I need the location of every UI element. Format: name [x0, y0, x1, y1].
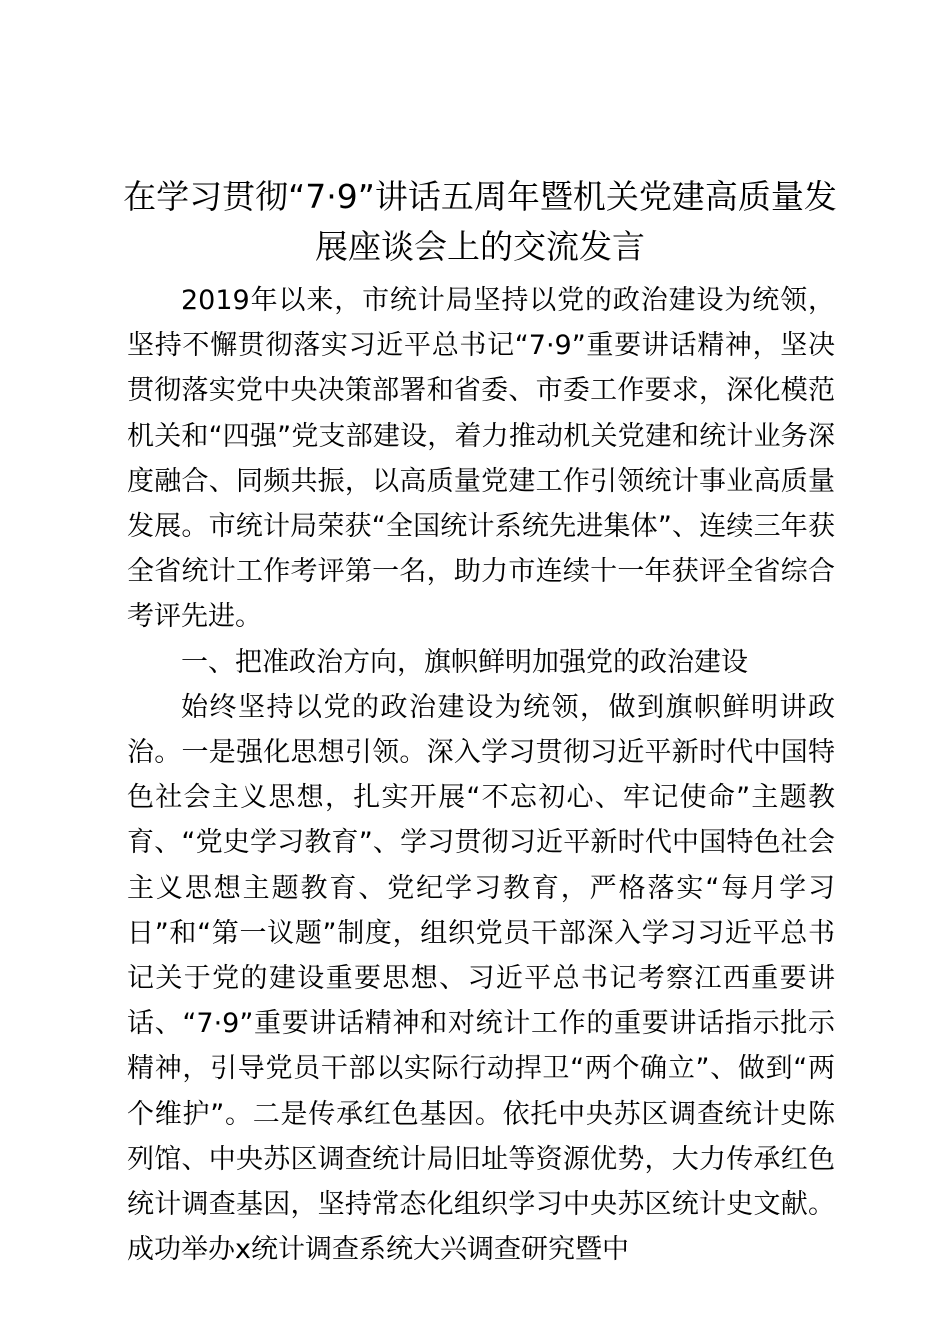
intro-paragraph: 2019年以来，市统计局坚持以党的政治建设为统领，坚持不懈贯彻落实习近平总书记“7·9”重要讲话精神，坚决贯彻落实党中央决策部署和省委、市委工作要求，深化模范机关和“四强”党支部建设，着力推动机关党建和统计业务深度融合、同频共振，以高质量党建工作引领统计事业高质量发展。市统计局荣获“全国统计系统先进集体”、连续三年获全省统计工作考评第一名，助力市连续十一年获评全省综合考评先进。 [127, 285, 835, 633]
document-body [127, 278, 835, 1272]
body-paragraph: 始终坚持以党的政治建设为统领，做到旗帜鲜明讲政治。一是强化思想引领。深入学习贯彻习近平新时代中国特色社会主义思想，扎实开展“不忘初心、牢记使命”主题教育、“党史学习教育”、学习贯彻习近平新时代中国特色社会主义思想主题教育、党纪学习教育，严格落实“每月学习日”和“第一议题”制度，组织党员干部深入学习习近平总书记关于党的建设重要思想、习近平总书记考察江西重要讲话、“7·9”重要讲话精神和对统计工作的重要讲话指示批示精神，引导党员干部以实际行动捍卫“两个确立”、做到“两个维护”。二是传承红色基因。依托中央苏区调查统计史陈列馆、中央苏区调查统计局旧址等资源优势，大力传承红色统计调查基因，坚持常态化组织学习中央苏区统计史文献。成功举办x统计调查系统大兴调查研究暨中 [127, 691, 835, 1266]
document-title: 在学习贯彻“7·9”讲话五周年暨机关党建高质量发展座谈会上的交流发言 [123, 177, 837, 266]
section-heading: 一、把准政治方向，旗帜鲜明加强党的政治建设 [181, 646, 748, 678]
